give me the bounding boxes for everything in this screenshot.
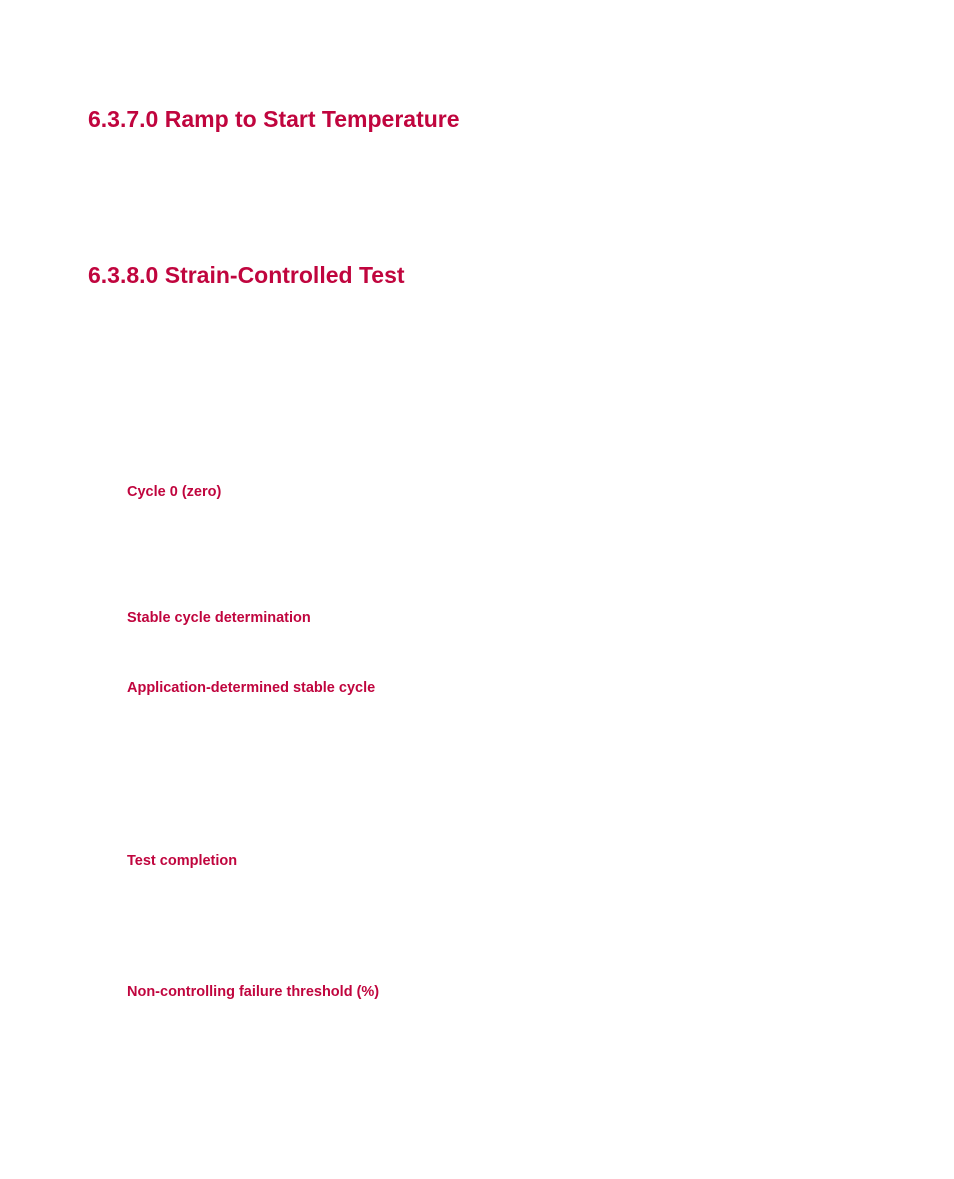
- subheading-non-controlling-failure-threshold: Non-controlling failure threshold (%): [127, 984, 380, 1000]
- subheading-test-completion: Test completion: [127, 853, 238, 869]
- section-heading-strain-controlled-test: 6.3.8.0 Strain-Controlled Test: [88, 262, 405, 288]
- subheading-stable-cycle-determination: Stable cycle determination: [127, 610, 311, 626]
- subheading-application-determined-stable-cycle: Application-determined stable cycle: [127, 680, 376, 696]
- subheading-cycle-zero: Cycle 0 (zero): [127, 484, 222, 500]
- section-heading-ramp-to-start-temperature: 6.3.7.0 Ramp to Start Temperature: [88, 106, 460, 132]
